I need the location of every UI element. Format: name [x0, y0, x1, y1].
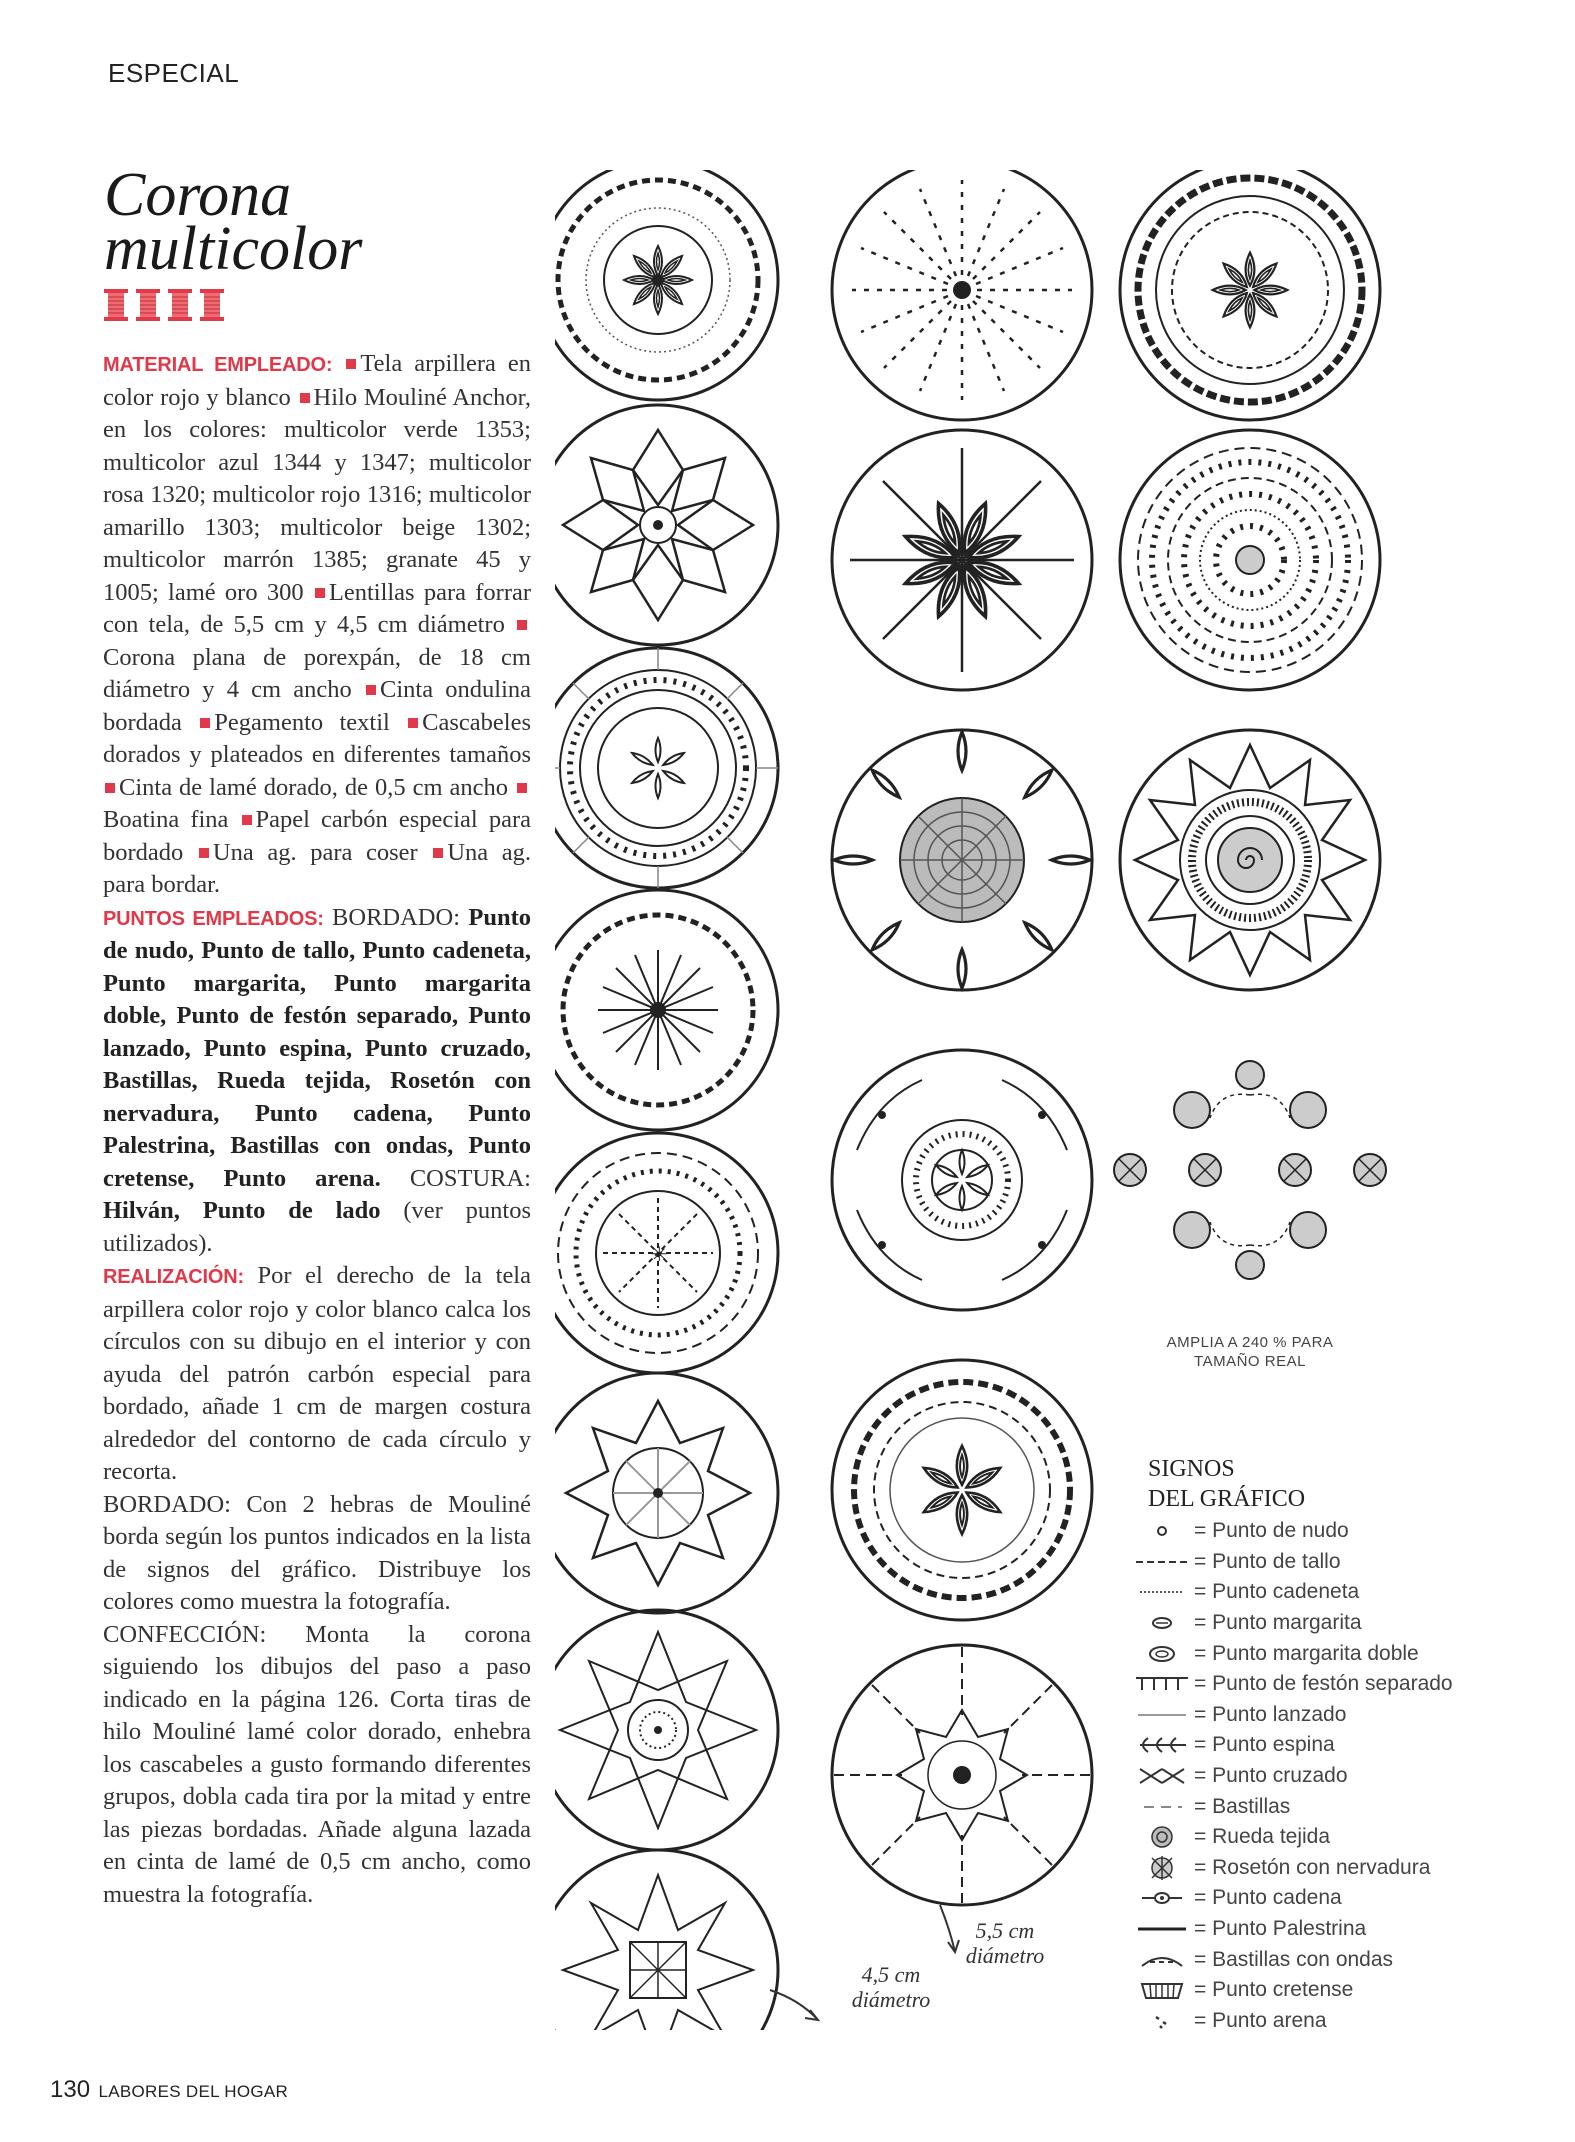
costura-stitches: Hilván, Punto de lado — [103, 1197, 381, 1224]
legend-item — [1132, 1730, 1453, 1761]
confeccion-paragraph: CONFECCIÓN: Monta la corona siguiendo los dibujos del paso a paso indicado en la página 126. Corta tiras de hilo Mouliné lamé color dorado, enhebra los cascabeles a gusto formando diferentes grupos, dobla cada tira por la mitad y entre las piezas bordadas. Añade alguna lazada en cinta de lamé de 0,5 cm ancho, como muestra la fotografía. — [103, 1620, 531, 1908]
bullet-square-icon — [408, 718, 418, 728]
difficulty-rating — [102, 288, 226, 322]
costura-label: COSTURA: — [409, 1164, 531, 1192]
stitch-legend — [1132, 1516, 1453, 2036]
legend-item — [1132, 1761, 1453, 1792]
legend-item — [1132, 1638, 1453, 1669]
palestrina-stitch-icon — [1132, 1917, 1192, 1941]
enlarge-note — [1155, 1333, 1345, 1371]
instructions-text — [103, 348, 531, 1911]
legend-label: = Bastillas — [1194, 1794, 1291, 1818]
legend-item — [1132, 2006, 1453, 2037]
page-title — [104, 161, 524, 283]
legend-item — [1132, 1975, 1453, 2006]
pattern-circle — [555, 648, 778, 888]
thread-spool-icon — [166, 288, 194, 322]
bullet-square-icon — [315, 588, 325, 598]
cretan-stitch-icon — [1132, 1978, 1192, 2002]
bullet-square-icon — [300, 393, 310, 403]
dimension-value: 4,5 cm — [861, 1962, 921, 1987]
legend-label: = Punto espina — [1194, 1733, 1335, 1757]
ribbed-rosette-icon — [1132, 1856, 1192, 1880]
section-label: ESPECIAL — [108, 58, 240, 88]
legend-item — [1132, 1883, 1453, 1914]
stem-stitch-icon — [1132, 1550, 1192, 1574]
chain-dotted-icon — [1132, 1580, 1192, 1604]
bullet-square-icon — [517, 620, 527, 630]
material-item: Pegamento textil — [214, 708, 390, 736]
dimension-unit: diámetro — [851, 1987, 931, 2012]
legend-label: = Punto margarita doble — [1194, 1641, 1419, 1665]
material-item: Cascabeles dorados y plateados en diferentes tamaños — [103, 708, 532, 768]
legend-label: = Punto cruzado — [1194, 1764, 1348, 1788]
legend-title-line: DEL GRÁFICO — [1148, 1486, 1306, 1512]
pattern-circle — [832, 170, 1092, 420]
page-number: 130 — [50, 2076, 91, 2103]
material-item: Una ag. para coser — [212, 838, 418, 866]
legend-item — [1132, 1516, 1453, 1547]
pattern-circle — [832, 1645, 1092, 1905]
page-footer — [50, 2076, 288, 2104]
legend-item — [1132, 1608, 1453, 1639]
bullet-square-icon — [433, 848, 443, 858]
material-item: Una ag. para bordar. — [103, 838, 532, 898]
seed-stitch-icon — [1132, 2009, 1192, 2033]
bullet-square-icon — [199, 848, 209, 858]
pattern-circle — [555, 1850, 778, 2030]
double-daisy-icon — [1132, 1642, 1192, 1666]
legend-label: = Punto margarita — [1194, 1611, 1362, 1635]
bullet-square-icon — [105, 783, 115, 793]
legend-label: = Punto de nudo — [1194, 1519, 1349, 1543]
legend-item — [1132, 1822, 1453, 1853]
legend-item — [1132, 1944, 1453, 1975]
thread-spool-icon — [198, 288, 226, 322]
realizacion-text: Por el derecho de la tela arpillera color rojo y color blanco calca los círculos con su dibujo en el interior y con ayuda del patrón carbón especial para bordado, añade 1 cm de margen costura alrededor del contorno de cada círculo y recorta. — [103, 1262, 531, 1485]
title-line-1: Corona — [104, 161, 292, 229]
material-item: Corona plana de porexpán, de 18 cm diámetro y 4 cm ancho — [103, 643, 531, 703]
material-item: Cinta de lamé dorado, de 0,5 cm ancho — [119, 773, 509, 801]
legend-label: = Punto arena — [1194, 2008, 1327, 2032]
material-item: Tela arpillera en color rojo y blanco — [103, 350, 532, 411]
legend-item — [1132, 1547, 1453, 1578]
material-item: Lentillas para forrar con tela, de 5,5 cm y 4,5 cm diámetro — [103, 578, 532, 638]
legend-label: = Rosetón con nervadura — [1194, 1855, 1431, 1879]
material-item: Papel carbón especial para bordado — [103, 806, 531, 866]
enlarge-note-line: TAMAÑO REAL — [1194, 1353, 1306, 1370]
fly-stitch-icon — [1132, 1733, 1192, 1757]
material-item: Hilo Mouliné Anchor, en los colores: multicolor verde 1353; multicolor azul 1344 y 1347; multicolor rosa 1320; multicolor rojo 1316; multicolor amarillo 1303; multicolor beige 1302; multicolor marrón 1385; granate 45 y 1005; lamé oro 300 — [103, 383, 531, 606]
bordado-paragraph: BORDADO: Con 2 hebras de Mouliné borda según los puntos indicados en la lista de signos del gráfico. Distribuye los colores como muestra la fotografía. — [103, 1490, 531, 1615]
bordado-label: BORDADO: — [332, 903, 461, 931]
dimension-label-small — [836, 1962, 946, 2012]
pattern-circle — [1114, 1061, 1386, 1279]
cross-stitch-icon — [1132, 1764, 1192, 1788]
bordado-stitches: Punto de nudo, Punto de tallo, Punto cadeneta, Punto margarita, Punto margarita doble, Punto de festón separado, Punto lanzado, Punto espina, Punto cruzado, Bastillas, Rueda tejida, Rosetón con nervadura, Punto cadena, Punto Palestrina, Bastillas con ondas, Punto cretense, Punto arena. — [103, 903, 531, 1192]
legend-label: = Punto cretense — [1194, 1978, 1354, 2002]
legend-item — [1132, 1577, 1453, 1608]
svg-text:✳: ✳ — [651, 1242, 668, 1266]
legend-item — [1132, 1700, 1453, 1731]
realizacion-paragraph — [103, 1260, 531, 1489]
bullet-square-icon — [346, 359, 356, 369]
title-line-2: multicolor — [104, 215, 363, 283]
legend-label: = Bastillas con ondas — [1194, 1947, 1394, 1971]
enlarge-note-line: AMPLIA A 240 % PARA — [1166, 1334, 1334, 1351]
pattern-circle — [555, 170, 778, 400]
pattern-circle — [1120, 170, 1380, 420]
dimension-label-large — [950, 1918, 1060, 1968]
dimension-value: 5,5 cm — [975, 1918, 1035, 1943]
pattern-circle — [555, 890, 778, 1130]
material-label: MATERIAL EMPLEADO: — [103, 354, 333, 376]
pattern-circle — [555, 1373, 778, 1613]
blanket-stitch-icon — [1132, 1672, 1192, 1696]
thread-spool-icon — [102, 288, 130, 322]
bullet-square-icon — [200, 718, 210, 728]
legend-label: = Punto lanzado — [1194, 1702, 1347, 1726]
puntos-label: PUNTOS EMPLEADOS: — [103, 907, 324, 930]
pattern-circle — [832, 1360, 1092, 1620]
running-stitch-icon — [1132, 1795, 1192, 1819]
legend-label: = Punto cadena — [1194, 1886, 1342, 1910]
pattern-circle — [1120, 430, 1380, 690]
french-knot-icon — [1132, 1519, 1192, 1543]
bullet-square-icon — [242, 815, 252, 825]
bullet-square-icon — [366, 685, 376, 695]
legend-item — [1132, 1791, 1453, 1822]
pattern-circle — [832, 1050, 1092, 1310]
material-item: Cinta ondulina bordada — [103, 676, 531, 736]
material-item: Boatina fina — [103, 806, 229, 833]
pattern-circle — [555, 405, 778, 645]
pattern-circle — [832, 730, 1092, 990]
pattern-circle — [832, 430, 1092, 690]
pattern-circle — [1120, 730, 1380, 990]
pattern-circle — [555, 1610, 778, 1850]
woven-wheel-icon — [1132, 1825, 1192, 1849]
pattern-circle — [555, 1133, 778, 1373]
legend-label: = Punto de festón separado — [1194, 1672, 1453, 1696]
material-paragraph — [103, 348, 531, 902]
legend-title-line: SIGNOS — [1148, 1456, 1235, 1482]
magazine-name: LABORES DEL HOGAR — [98, 2082, 289, 2101]
legend-label: = Punto cadeneta — [1194, 1580, 1360, 1604]
lazy-daisy-icon — [1132, 1611, 1192, 1635]
legend-item — [1132, 1853, 1453, 1884]
legend-item — [1132, 1669, 1453, 1700]
realizacion-label: REALIZACIÓN: — [103, 1266, 244, 1288]
puntos-paragraph — [103, 902, 531, 1261]
bullet-square-icon — [517, 783, 527, 793]
puntos-suffix: (ver puntos utilizados). — [103, 1197, 531, 1257]
legend-label: = Rueda tejida — [1194, 1825, 1331, 1849]
straight-stitch-icon — [1132, 1703, 1192, 1727]
chain-stitch-icon — [1132, 1886, 1192, 1910]
legend-title — [1148, 1454, 1305, 1514]
legend-item — [1132, 1914, 1453, 1945]
legend-label: = Punto Palestrina — [1194, 1917, 1367, 1941]
thread-spool-icon — [134, 288, 162, 322]
dimension-unit: diámetro — [965, 1943, 1045, 1968]
legend-label: = Punto de tallo — [1194, 1549, 1341, 1573]
wave-running-icon — [1132, 1948, 1192, 1972]
